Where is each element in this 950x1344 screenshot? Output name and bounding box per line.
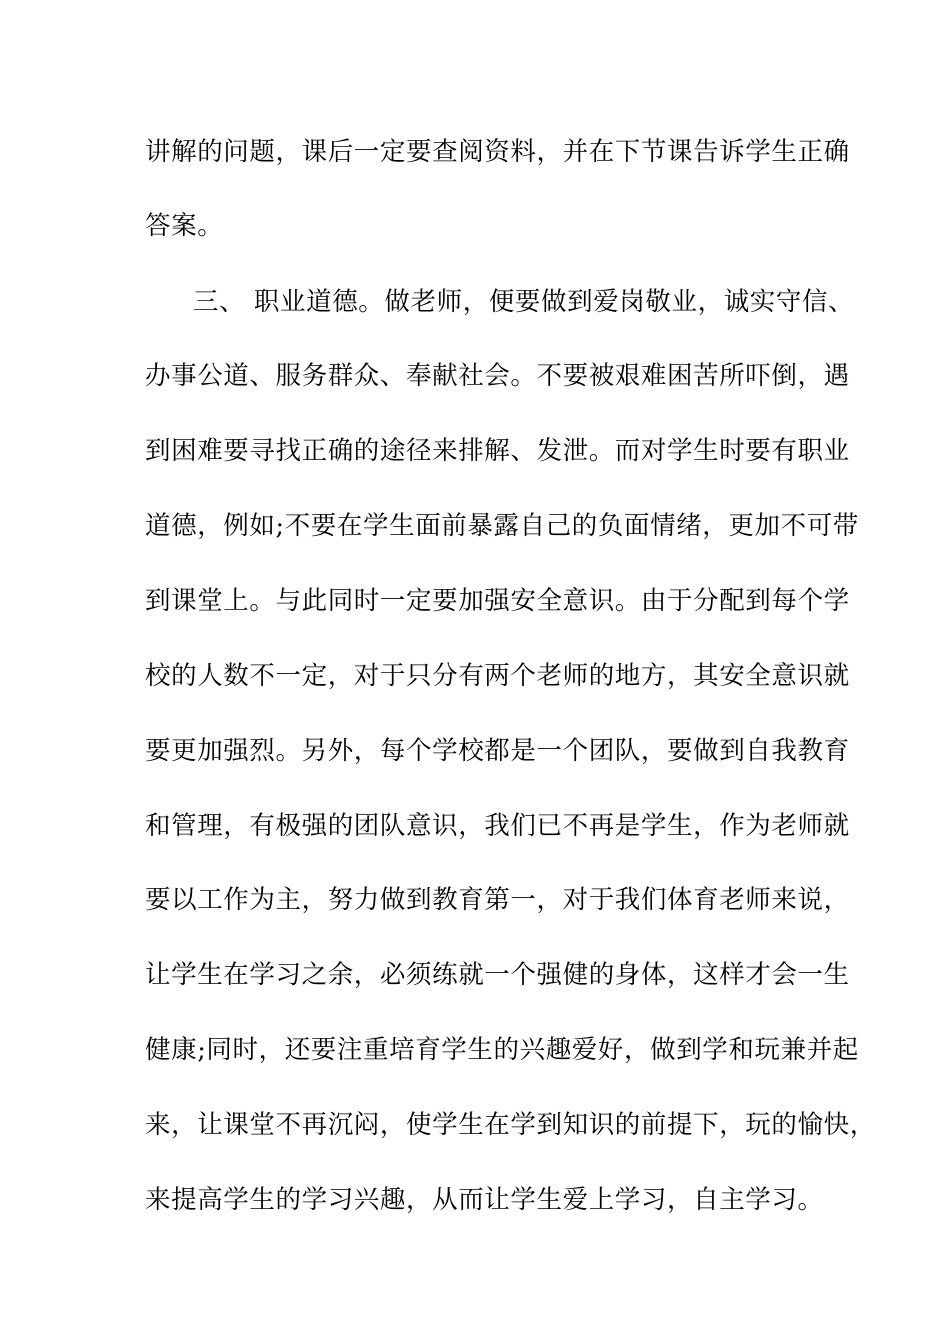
section-heading-line: 三、 职业道德。做老师，便要做到爱岗敬业，诚实守信、	[193, 287, 855, 317]
text-line: 要更加强烈。另外，每个学校都是一个团队，要做到自我教育	[145, 736, 850, 766]
text-line: 健康;同时，还要注重培育学生的兴趣爱好，做到学和玩兼并起	[145, 1035, 859, 1065]
text-line: 和管理，有极强的团队意识，我们已不再是学生，作为老师就	[145, 811, 850, 841]
text-line: 道德，例如;不要在学生面前暴露自己的负面情绪，更加不可带	[145, 511, 859, 541]
text-line: 来，让课堂不再沉闷，使学生在学到知识的前提下，玩的愉快，	[145, 1110, 876, 1140]
text-line: 让学生在学习之余，必须练就一个强健的身体，这样才会一生	[145, 960, 850, 990]
text-line: 讲解的问题，课后一定要查阅资料，并在下节课告诉学生正确	[145, 137, 850, 167]
text-line: 要以工作为主，努力做到教育第一，对于我们体育老师来说，	[145, 885, 850, 915]
text-line: 来提高学生的学习兴趣，从而让学生爱上学习，自主学习。	[145, 1185, 824, 1215]
text-line: 到困难要寻找正确的途径来排解、发泄。而对学生时要有职业	[145, 436, 850, 466]
text-line: 到课堂上。与此同时一定要加强安全意识。由于分配到每个学	[145, 586, 850, 616]
text-line: 答案。	[145, 211, 224, 241]
text-line: 办事公道、服务群众、奉献社会。不要被艰难困苦所吓倒，遇	[145, 361, 850, 391]
text-line: 校的人数不一定，对于只分有两个老师的地方，其安全意识就	[145, 661, 850, 691]
